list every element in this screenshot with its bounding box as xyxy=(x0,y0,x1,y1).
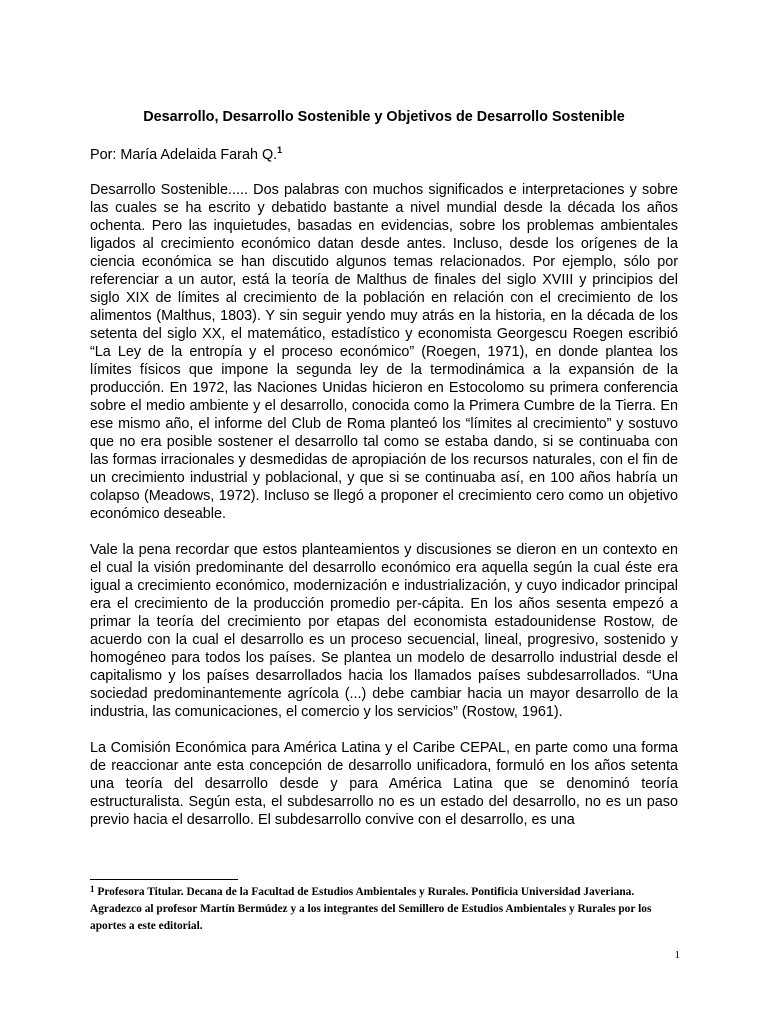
footnote-mark: 1 xyxy=(90,884,95,894)
author-line xyxy=(90,146,678,164)
footnote-text: Profesora Titular. Decana de la Facultad de Estudios Ambientales y Rurales. Pontificia Universidad Javeriana. Agradezco al profesor Martín Bermúdez y a los integrantes del Semillero de Estudios Ambientales y Rurales por los aportes a este editorial. xyxy=(90,886,652,932)
paragraph-1: Desarrollo Sostenible..... Dos palabras con muchos significados e interpretaciones y sobre las cuales se ha escrito y debatido bastante a nivel mundial desde la década los años ochenta. Pero las inquietudes, basadas en evidencias, sobre los problemas ambientales ligados al crecimiento económico datan desde antes. Incluso, desde los orígenes de la ciencia económica se han discutido algunos temas relacionados. Por ejemplo, sólo por referenciar a un autor, está la teoría de Malthus de finales del siglo XVIII y principios del siglo XIX de límites al crecimiento de la población en relación con el crecimiento de los alimentos (Malthus, 1803). Y sin seguir yendo muy atrás en la historia, en la década de los setenta del siglo XX, el matemático, estadístico y economista Georgescu Roegen escribió “La Ley de la entropía y el proceso económico” (Roegen, 1971), en donde plantea los límites físicos que impone la segunda ley de la termodinámica a la expansión de la producción. En 1972, las Naciones Unidas hicieron en Estocolomo su primera conferencia sobre el medio ambiente y el desarrollo, conocida como la Primera Cumbre de la Tierra. En ese mismo año, el informe del Club de Roma planteó los “límites al crecimiento” y sostuvo que no era posible sostener el desarrollo tal como se estaba dando, si se continuaba con las formas irracionales y desmedidas de apropiación de los recursos naturales, con el fin de un crecimiento industrial y poblacional, y que si se continuaba así, en 100 años habría un colapso (Meadows, 1972). Incluso se llegó a proponer el crecimiento cero como un objetivo económico deseable. xyxy=(90,182,678,522)
author-footnote-mark: 1 xyxy=(277,145,283,155)
author-name: Por: María Adelaida Farah Q. xyxy=(90,147,278,163)
footnote-separator xyxy=(90,879,238,880)
paragraph-2: Vale la pena recordar que estos planteamientos y discusiones se dieron en un contexto en el cual la visión predominante del desarrollo económico era aquella según la cual éste era igual a crecimiento económico, modernización e industrialización, y cuyo indicador principal era el crecimiento de la producción promedio per-cápita. En los años sesenta empezó a primar la teoría del crecimiento por etapas del economista estadounidense Rostow, de acuerdo con la cual el desarrollo es un proceso secuencial, lineal, progresivo, sostenido y homogéneo para todos los países. Se plantea un modelo de desarrollo industrial desde el capitalismo y los países desarrollados hacia los llamados países subdesarrollados. “Una sociedad predominantemente agrícola (...) debe cambiar hacia un mayor desarrollo de la industria, las comunicaciones, el comercio y los servicios” (Rostow, 1961). xyxy=(90,542,678,720)
footnote xyxy=(90,884,678,935)
document-title: Desarrollo, Desarrollo Sostenible y Objetivos de Desarrollo Sostenible xyxy=(143,109,625,125)
paragraph-3: La Comisión Económica para América Latina y el Caribe CEPAL, en parte como una forma de reaccionar ante esta concepción de desarrollo unificadora, formuló en los años setenta una teoría del desarrollo desde y para América Latina que se denominó teoría estructuralista. Según esta, el subdesarrollo no es un estado del desarrollo, no es un paso previo hacia el desarrollo. El subdesarrollo convive con el desarrollo, es una xyxy=(90,740,678,828)
document-body xyxy=(90,181,678,829)
page-number: 1 xyxy=(674,949,680,961)
